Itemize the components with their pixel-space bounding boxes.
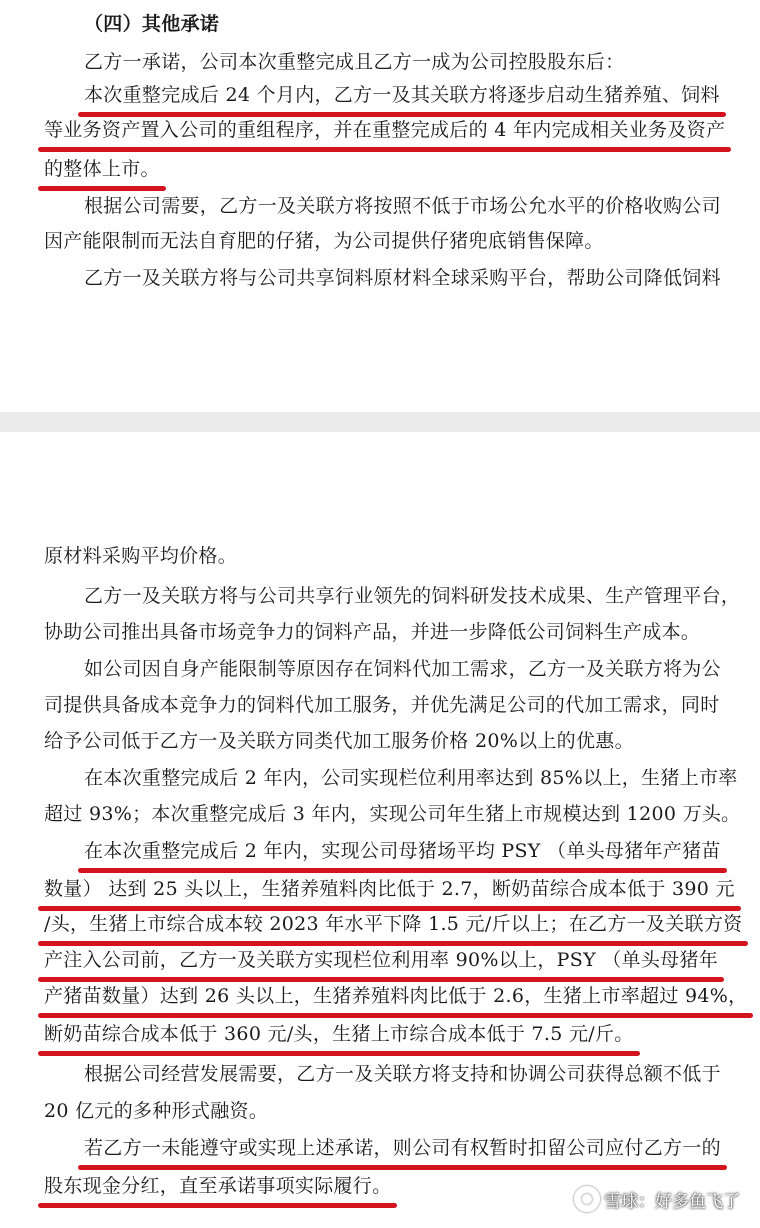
highlighted-text: 本次重整完成后 24 个月内，乙方一及其关联方将逐步启动生猪养殖、饲料 bbox=[84, 81, 720, 109]
highlighted-text: 产猪苗数量）达到 26 头以上，生猪养殖料肉比低于 2.6，生猪上市率超过 94%， bbox=[44, 982, 747, 1010]
line-text: 乙方一及关联方将与公司共享饲料原材料全球采购平台，帮助公司降低饲料 bbox=[84, 267, 721, 289]
line-text: 超过 93%；本次重整完成后 3 年内，实现公司年生猪上市规模达到 1200 万头。 bbox=[44, 803, 741, 825]
paragraph-line bbox=[0, 116, 760, 144]
line-text: 根据公司需要，乙方一及关联方将按照不低于市场公允水平的价格收购公司 bbox=[84, 195, 721, 217]
paragraph-line bbox=[0, 1060, 760, 1088]
paragraph-line bbox=[0, 800, 760, 828]
line-text: 因产能限制而无法自育肥的仔猪，为公司提供仔猪兜底销售保障。 bbox=[44, 230, 604, 252]
highlighted-text: 等业务资产置入公司的重组程序，并在重整完成后的 4 年内完成相关业务及资产 bbox=[44, 116, 725, 144]
paragraph-line bbox=[0, 1020, 760, 1048]
heading-text: （四）其他承诺 bbox=[84, 13, 220, 35]
highlighted-text: 股东现金分红，直至承诺事项实际履行。 bbox=[44, 1172, 391, 1200]
paragraph-line bbox=[0, 1134, 760, 1162]
paragraph-line bbox=[0, 81, 760, 109]
highlighted-text: 在本次重整完成后 2 年内，实现公司母猪场平均 PSY （单头母猪年产猪苗 bbox=[84, 837, 721, 865]
line-text: 司提供具备成本竞争力的饲料代加工服务，并优先满足公司的代加工需求，同时 bbox=[44, 694, 720, 716]
line-text: 20 亿元的多种形式融资。 bbox=[44, 1100, 269, 1122]
paragraph-line bbox=[0, 227, 760, 255]
line-text: 协助公司推出具备市场竞争力的饲料产品，并进一步降低公司饲料生产成本。 bbox=[44, 621, 701, 643]
highlighted-text: 的整体上市。 bbox=[44, 155, 160, 183]
paragraph-line bbox=[0, 982, 760, 1010]
paragraph-line bbox=[0, 727, 760, 755]
line-text: 如公司因自身产能限制等原因存在饲料代加工需求，乙方一及关联方将为公 bbox=[84, 658, 721, 680]
paragraph-line bbox=[0, 192, 760, 220]
paragraph-line bbox=[0, 764, 760, 792]
highlighted-text: 产注入公司前，乙方一及关联方实现栏位利用率 90%以上，PSY （单头母猪年 bbox=[44, 946, 718, 974]
line-text: 给予公司低于乙方一及关联方同类代加工服务价格 20%以上的优惠。 bbox=[44, 730, 634, 752]
section-heading bbox=[0, 10, 760, 38]
line-text: 在本次重整完成后 2 年内，公司实现栏位利用率达到 85%以上，生猪上市率 bbox=[84, 767, 738, 789]
document-page-2 bbox=[0, 432, 760, 1228]
paragraph-line bbox=[0, 946, 760, 974]
paragraph-line bbox=[0, 48, 760, 76]
paragraph-line bbox=[0, 691, 760, 719]
xueqiu-watermark bbox=[574, 1186, 740, 1212]
page-separator bbox=[0, 412, 760, 432]
highlighted-text: 数量） 达到 25 头以上，生猪养殖料肉比低于 2.7，断奶苗综合成本低于 390 元 bbox=[44, 875, 735, 903]
paragraph-line bbox=[0, 264, 760, 292]
paragraph-line bbox=[0, 542, 760, 570]
line-text: 根据公司经营发展需要，乙方一及关联方将支持和协调公司获得总额不低于 bbox=[84, 1063, 721, 1085]
paragraph-line bbox=[0, 875, 760, 903]
highlighted-text: 断奶苗综合成本低于 360 元/头，生猪上市综合成本低于 7.5 元/斤。 bbox=[44, 1020, 634, 1048]
paragraph-line bbox=[0, 582, 760, 610]
document-page-1 bbox=[0, 0, 760, 412]
highlighted-text: /头，生猪上市综合成本较 2023 年水平下降 1.5 元/斤以上；在乙方一及关联方资 bbox=[44, 910, 742, 938]
paragraph-line bbox=[0, 837, 760, 865]
paragraph-line bbox=[0, 655, 760, 683]
line-text: 原材料采购平均价格。 bbox=[44, 545, 238, 567]
paragraph-line bbox=[0, 1097, 760, 1125]
highlighted-text: 若乙方一未能遵守或实现上述承诺，则公司有权暂时扣留公司应付乙方一的 bbox=[84, 1134, 721, 1162]
xueqiu-logo-icon bbox=[574, 1186, 600, 1212]
paragraph-line bbox=[0, 910, 760, 938]
line-text: 乙方一承诺，公司本次重整完成且乙方一成为公司控股股东后： bbox=[84, 51, 625, 73]
line-text: 乙方一及关联方将与公司共享行业领先的饲料研发技术成果、生产管理平台， bbox=[84, 585, 741, 607]
paragraph-line bbox=[0, 155, 760, 183]
paragraph-line bbox=[0, 618, 760, 646]
watermark-text: 雪球：好多鱼飞了 bbox=[604, 1191, 740, 1212]
